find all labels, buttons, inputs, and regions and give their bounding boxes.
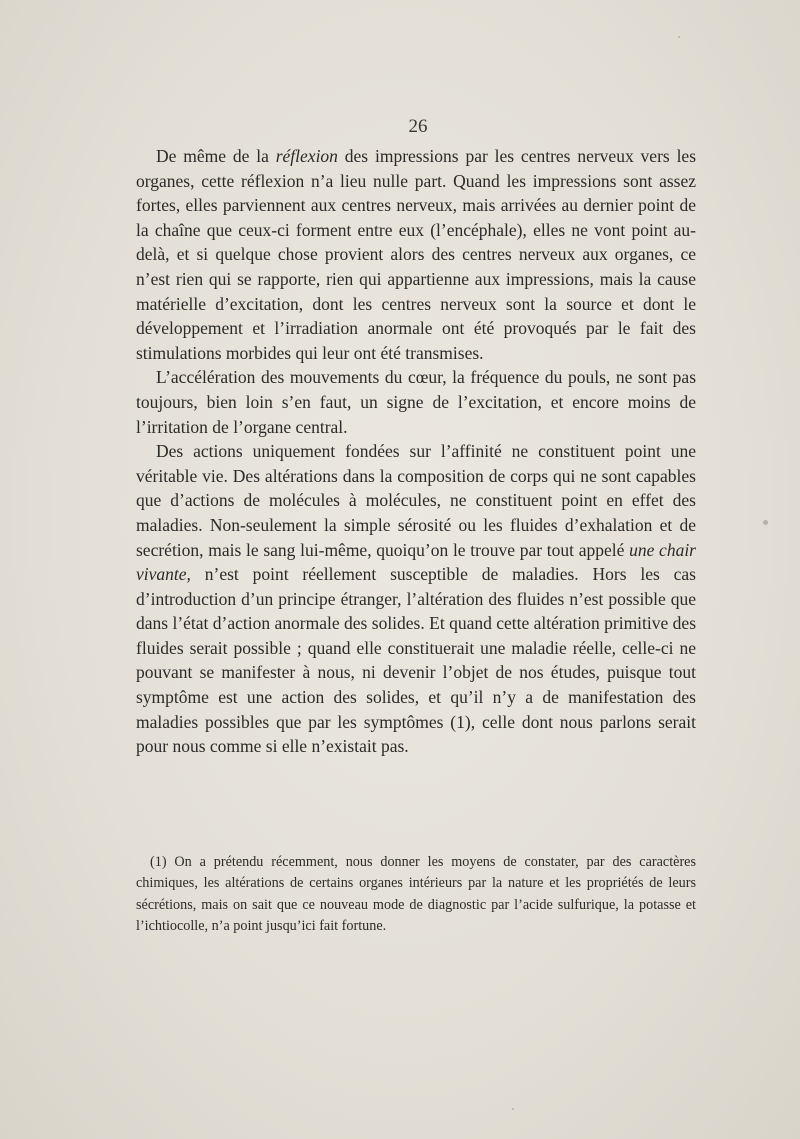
paragraph-text: Des actions uniquement fondées sur l’affinité ne constituent point une véritable vie. Des altérations dans la composition de corps qui ne sont capables que d’actions de molécules à molécules, ne constituent point en effet des maladies. Non-seulement la simple sérosité ou les fluides d’exhalation et de secrétion, mais le sang lui-même, quoiqu’on le trouve par tout appelé [136, 441, 696, 560]
paragraph-reflexion [136, 144, 696, 365]
paragraph-text: n’est point réellement susceptible de maladies. Hors les cas d’introduction d’un principe étranger, l’altération des fluides n’est possible que dans l’état d’action anormale des solides. Et quand cette altération primitive des fluides serait possible ; quand elle constituerait une maladie réelle, celle-ci ne pouvant se manifester à nous, ni devenir l’objet de nos études, puisque tout symptôme est une action des solides, et qu’il n’y a de manifestation des maladies possibles que par les symptômes (1), celle dont nous parlons serait pour nous comme si elle n’existait pas. [136, 564, 696, 757]
paragraph-acceleration [136, 365, 696, 439]
paragraph-text: des impressions par les centres nerveux vers les organes, cette réflexion n’a lieu nulle part. Quand les impressions sont assez fortes, elles parviennent aux centres nerveux, mais arrivées au dernier point de la chaîne que ceux-ci forment entre eux (l’encéphale), elles ne vont point au-delà, et si quelque chose provient alors des centres nerveux aux organes, ce n’est rien qui se rapporte, rien qui appartienne aux impressions, mais la cause matérielle d’excitation, dont les centres nerveux sont la source et dont le développement et l’irradiation anormale ont été provoqués par le fait des stimulations morbides qui leur ont été transmises. [136, 146, 697, 363]
paper-speck [678, 36, 680, 38]
paragraph-text: L’accélération des mouvements du cœur, la fréquence du pouls, ne sont pas toujours, bien loin s’en faut, un signe de l’excitation, et encore moins de l’irritation de l’organe central. [136, 367, 696, 437]
paragraph-actions [136, 439, 696, 759]
italic-term: réflexion [275, 146, 338, 166]
page-number: 26 [408, 116, 428, 137]
paper-speck [512, 1108, 514, 1110]
body-text [136, 144, 696, 759]
paper-speck [763, 520, 768, 525]
italic-term: une chair vivante, [136, 539, 696, 585]
paragraph-text: De même de la [156, 146, 276, 166]
footnote: (1) On a prétendu récemment, nous donner les moyens de constater, par des caractères chimiques, les altérations de certains organes intérieurs par la nature et les propriétés de leurs sécrétions, mais on sait que ce nouveau mode de diagnostic par l’acide sulfurique, la potasse et l’ichtiocolle, n’a point jusqu’ici fait fortune. [136, 854, 696, 934]
